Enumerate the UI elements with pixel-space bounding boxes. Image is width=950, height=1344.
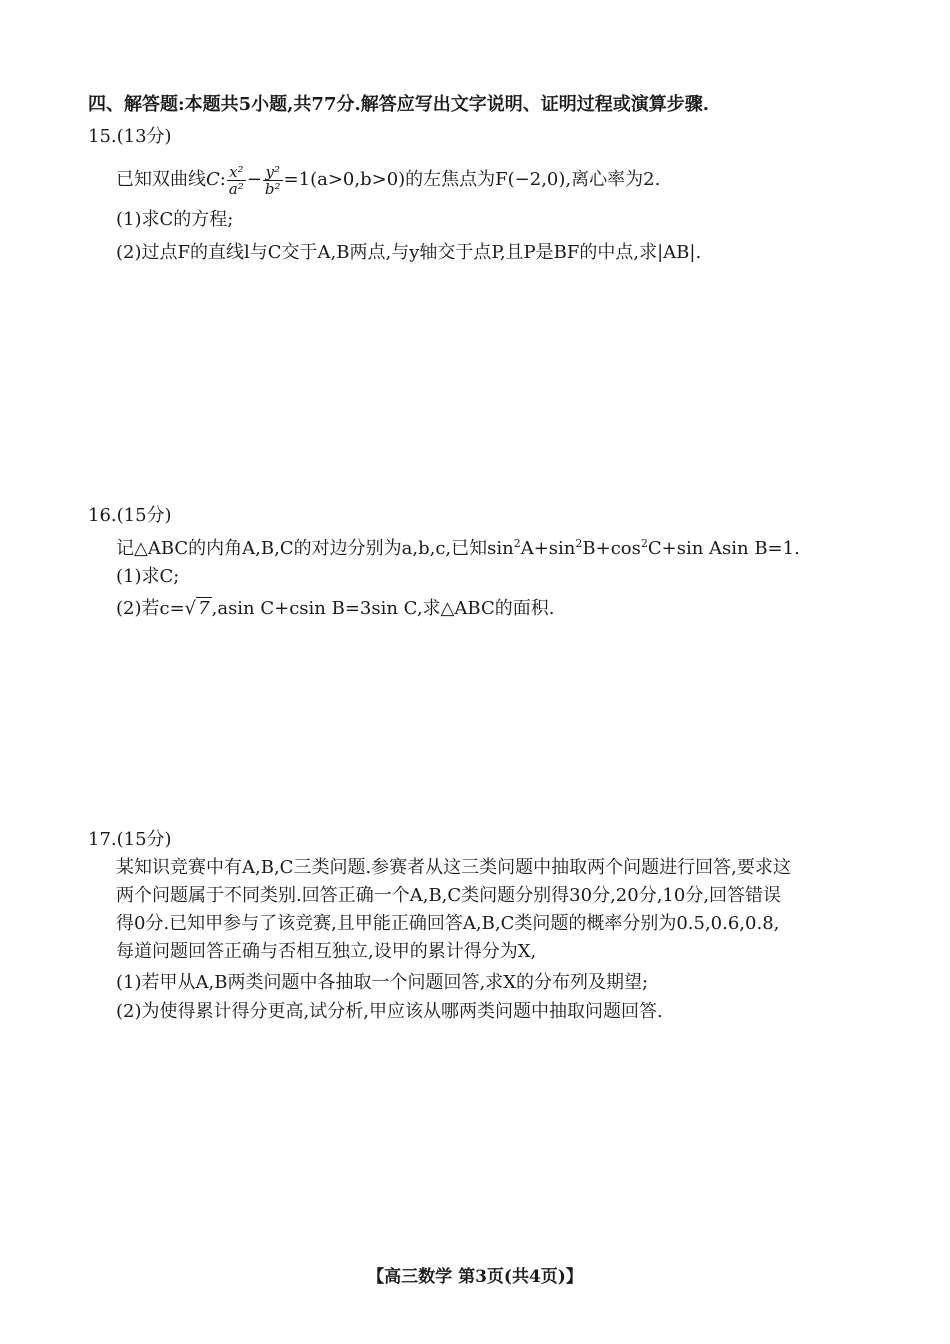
q15-stem-c: C [206,169,220,190]
q15-stem [116,163,660,197]
q16-header: 16.(15分) [88,505,172,526]
q16-part2 [116,596,554,622]
q17-part1: (1)若甲从A,B两类问题中各抽取一个问题回答,求X的分布列及期望; [116,972,649,993]
q15-part2: (2)过点F的直线l与C交于A,B两点,与y轴交于点P,且P是BF的中点,求|AB|. [116,242,702,263]
q15-frac1-num: x² [227,164,246,181]
q16-sup2: 2 [575,537,583,550]
q15-minus: − [246,169,262,190]
q15-frac2-den: b² [264,179,281,198]
q16-sqrt [185,596,212,622]
q16-stem-b: A+sin [520,538,576,559]
q15-header: 15.(13分) [88,126,172,147]
page-footer: 【高三数学 第3页(共4页)】 [367,1267,583,1287]
q17-line1: 某知识竞赛中有A,B,C三类问题.参赛者从这三类问题中抽取两个问题进行回答,要求这 [116,857,791,878]
q16-stem-a: 记△ABC的内角A,B,C的对边分别为a,b,c,已知sin [116,538,514,559]
q15-stem-post: =1(a>0,b>0)的左焦点为F(−2,0),离心率为2. [283,169,661,190]
q15-frac1-den: a² [228,179,244,198]
q16-stem-d: C+sin Asin B=1. [647,538,800,559]
q15-fraction-x [227,164,246,197]
q17-line3: 得0分.已知甲参与了该竞赛,且甲能正确回答A,B,C类问题的概率分别为0.5,0.6,0.8, [116,913,780,934]
q16-sqrt-value: 7 [198,598,210,619]
q15-stem-colon: : [219,169,226,190]
q16-part1: (1)求C; [116,566,180,587]
q16-sup3: 2 [640,537,648,550]
q16-part2-pre: (2)若c= [116,598,185,619]
q15-part1: (1)求C的方程; [116,209,234,230]
q17-line2: 两个问题属于不同类别.回答正确一个A,B,C类问题分别得30分,20分,10分,回答错误 [116,885,782,906]
q16-part2-post: ,asin C+csin B=3sin C,求△ABC的面积. [211,598,555,619]
q15-fraction-y [263,164,283,197]
q16-sup1: 2 [513,537,521,550]
q17-part2: (2)为使得累计得分更高,试分析,甲应该从哪两类问题中抽取问题回答. [116,1001,663,1022]
q16-stem [116,536,800,562]
q16-stem-c: B+cos [582,538,641,559]
q16-sqrt-sign: √ [184,598,197,619]
q15-stem-pre: 已知双曲线 [116,169,206,190]
q17-line4: 每道问题回答正确与否相互独立,设甲的累计得分为X, [116,941,537,962]
q15-frac2-num: y² [263,164,283,181]
q17-header: 17.(15分) [88,829,172,850]
section-title: 四、解答题:本题共5小题,共77分.解答应写出文字说明、证明过程或演算步骤. [88,94,710,115]
